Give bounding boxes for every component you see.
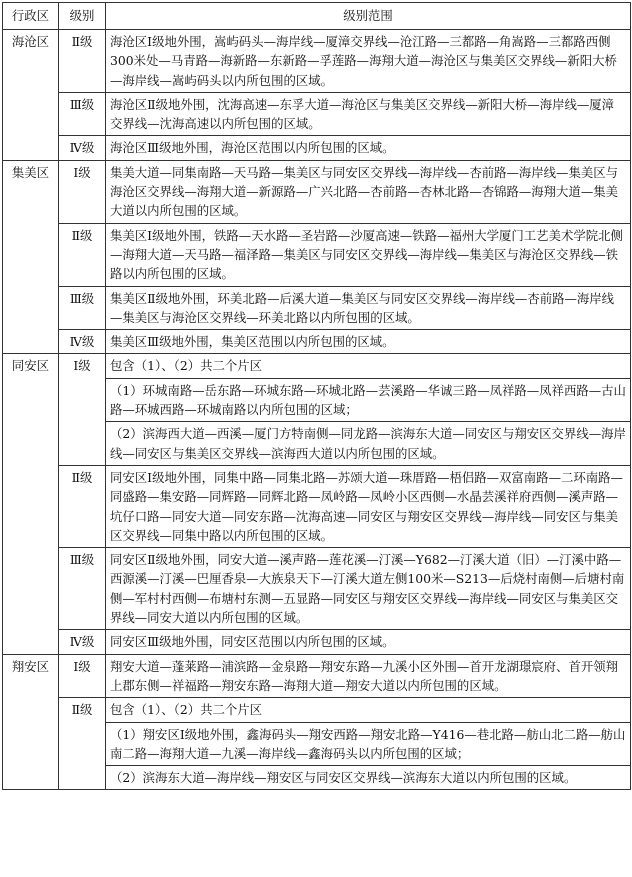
level-cell: Ⅳ级 <box>59 330 106 354</box>
scope-intro: 包含（1）、（2）共二个片区 <box>106 354 631 378</box>
table-row <box>3 92 631 136</box>
header-level: 级别 <box>59 3 106 30</box>
table-header-row <box>3 3 631 30</box>
table-row <box>3 30 631 93</box>
scope-subarea: （1）环城南路—岳东路—环城东路—环城北路—芸溪路—华诚三路—凤祥路—凤祥西路—古山路—环城西路—环城南路以内所包围的区域； <box>106 378 631 422</box>
scope-cell: 集美大道—同集南路—天马路—集美区与同安区交界线—海岸线—杏前路—海岸线—集美区与海沧区交界线—海翔大道—新源路—广兴北路—杏前路—杏林北路—杏锦路—海翔大道—集美大道以内所包围的区域。 <box>106 160 631 223</box>
level-cell: Ⅲ级 <box>59 92 106 136</box>
scope-cell: 海沧区Ⅰ级地外围，嵩屿码头—海岸线—厦漳交界线—沧江路—三都路—角嵩路—三都路西侧300米处—马青路—海新路—东新路—孚莲路—海翔大道—海沧区与集美区交界线—新阳大桥—海岸线—嵩屿码头以内所包围的区域。 <box>106 30 631 93</box>
table-row <box>3 465 631 547</box>
scope-cell: 集美区Ⅲ级地外围，集美区范围以内所包围的区域。 <box>106 330 631 354</box>
scope-cell: 海沧区Ⅱ级地外围，沈海高速—东孚大道—海沧区与集美区交界线—新阳大桥—海岸线—厦漳交界线—沈海高速以内所包围的区域。 <box>106 92 631 136</box>
table-row <box>3 223 631 286</box>
district-jimei: 集美区 <box>3 160 59 354</box>
level-cell: Ⅱ级 <box>59 698 106 790</box>
level-cell: Ⅱ级 <box>59 223 106 286</box>
scope-cell: 集美区Ⅱ级地外围，环美北路—后溪大道—集美区与同安区交界线—海岸线—杏前路—海岸线—集美区与海沧区交界线—环美北路以内所包围的区域。 <box>106 286 631 330</box>
scope-cell: 同安区Ⅲ级地外围，同安区范围以内所包围的区域。 <box>106 630 631 654</box>
land-grade-table <box>2 2 631 790</box>
scope-cell: 翔安大道—蓬莱路—浦滨路—金泉路—翔安东路—九溪小区外围—首开龙湖璟宸府、首开领翔上郡东侧—祥福路—翔安东路—海翔大道—翔安大道以内所包围的区域。 <box>106 654 631 698</box>
level-cell: Ⅲ级 <box>59 548 106 630</box>
district-haicang: 海沧区 <box>3 30 59 161</box>
level-cell: Ⅰ级 <box>59 160 106 223</box>
district-tongan: 同安区 <box>3 354 59 654</box>
level-cell: Ⅲ级 <box>59 286 106 330</box>
table-row <box>3 136 631 160</box>
scope-cell: 集美区Ⅰ级地外围，铁路—天水路—圣岩路—沙厦高速—铁路—福州大学厦门工艺美术学院北侧—海翔大道—天马路—福泽路—集美区与同安区交界线—海岸线—集美区与海沧区交界线—铁路以内所包围的区域。 <box>106 223 631 286</box>
header-scope: 级别范围 <box>106 3 631 30</box>
table-row <box>3 698 631 722</box>
table-row <box>3 654 631 698</box>
table-row <box>3 630 631 654</box>
district-xiangan: 翔安区 <box>3 654 59 790</box>
scope-subarea: （2）滨海东大道—海岸线—翔安区与同安区交界线—滨海东大道以内所包围的区域。 <box>106 766 631 790</box>
table-row <box>3 286 631 330</box>
scope-cell: 海沧区Ⅲ级地外围，海沧区范围以内所包围的区域。 <box>106 136 631 160</box>
level-cell: Ⅱ级 <box>59 30 106 93</box>
level-cell: Ⅳ级 <box>59 630 106 654</box>
scope-intro: 包含（1）、（2）共二个片区 <box>106 698 631 722</box>
scope-cell: 同安区Ⅱ级地外围，同安大道—溪声路—莲花溪—汀溪—Y682—汀溪大道（旧）—汀溪中路—西源溪—汀溪—巴厘香泉—大族泉天下—汀溪大道左侧100米—S213—后烧村南侧—后塘村南侧—军村村西侧—布塘村东测—五显路—同安区与翔安区交界线—海岸线—同安区与集美区交界线—同安大道以内所包围的区域。 <box>106 548 631 630</box>
table-row <box>3 160 631 223</box>
table-row <box>3 354 631 378</box>
table-row <box>3 548 631 630</box>
level-cell: Ⅱ级 <box>59 465 106 547</box>
scope-subarea: （2）滨海西大道—西溪—厦门方特南侧—同龙路—滨海东大道—同安区与翔安区交界线—海岸线—同安区与集美区交界线—滨海西大道以内所包围的区域。 <box>106 422 631 466</box>
table-row <box>3 330 631 354</box>
level-cell: Ⅳ级 <box>59 136 106 160</box>
scope-subarea: （1）翔安区Ⅰ级地外围，鑫海码头—翔安西路—翔安北路—Y416—巷北路—舫山北二路—舫山南二路—海翔大道—九溪—海岸线—鑫海码头以内所包围的区域； <box>106 722 631 766</box>
header-district: 行政区 <box>3 3 59 30</box>
level-cell: Ⅰ级 <box>59 654 106 698</box>
scope-cell: 同安区Ⅰ级地外围，同集中路—同集北路—苏颂大道—珠厝路—梧侣路—双富南路—二环南路—同盛路—集安路—同辉路—同辉北路—凤岭路—凤岭小区西侧—水晶芸溪祥府西侧—溪声路—坑仔口路—同安大道—同安东路—沈海高速—同安区与翔安区交界线—海岸线—同安区与集美区交界线—同集中路以内所包围的区域。 <box>106 465 631 547</box>
level-cell: Ⅰ级 <box>59 354 106 465</box>
